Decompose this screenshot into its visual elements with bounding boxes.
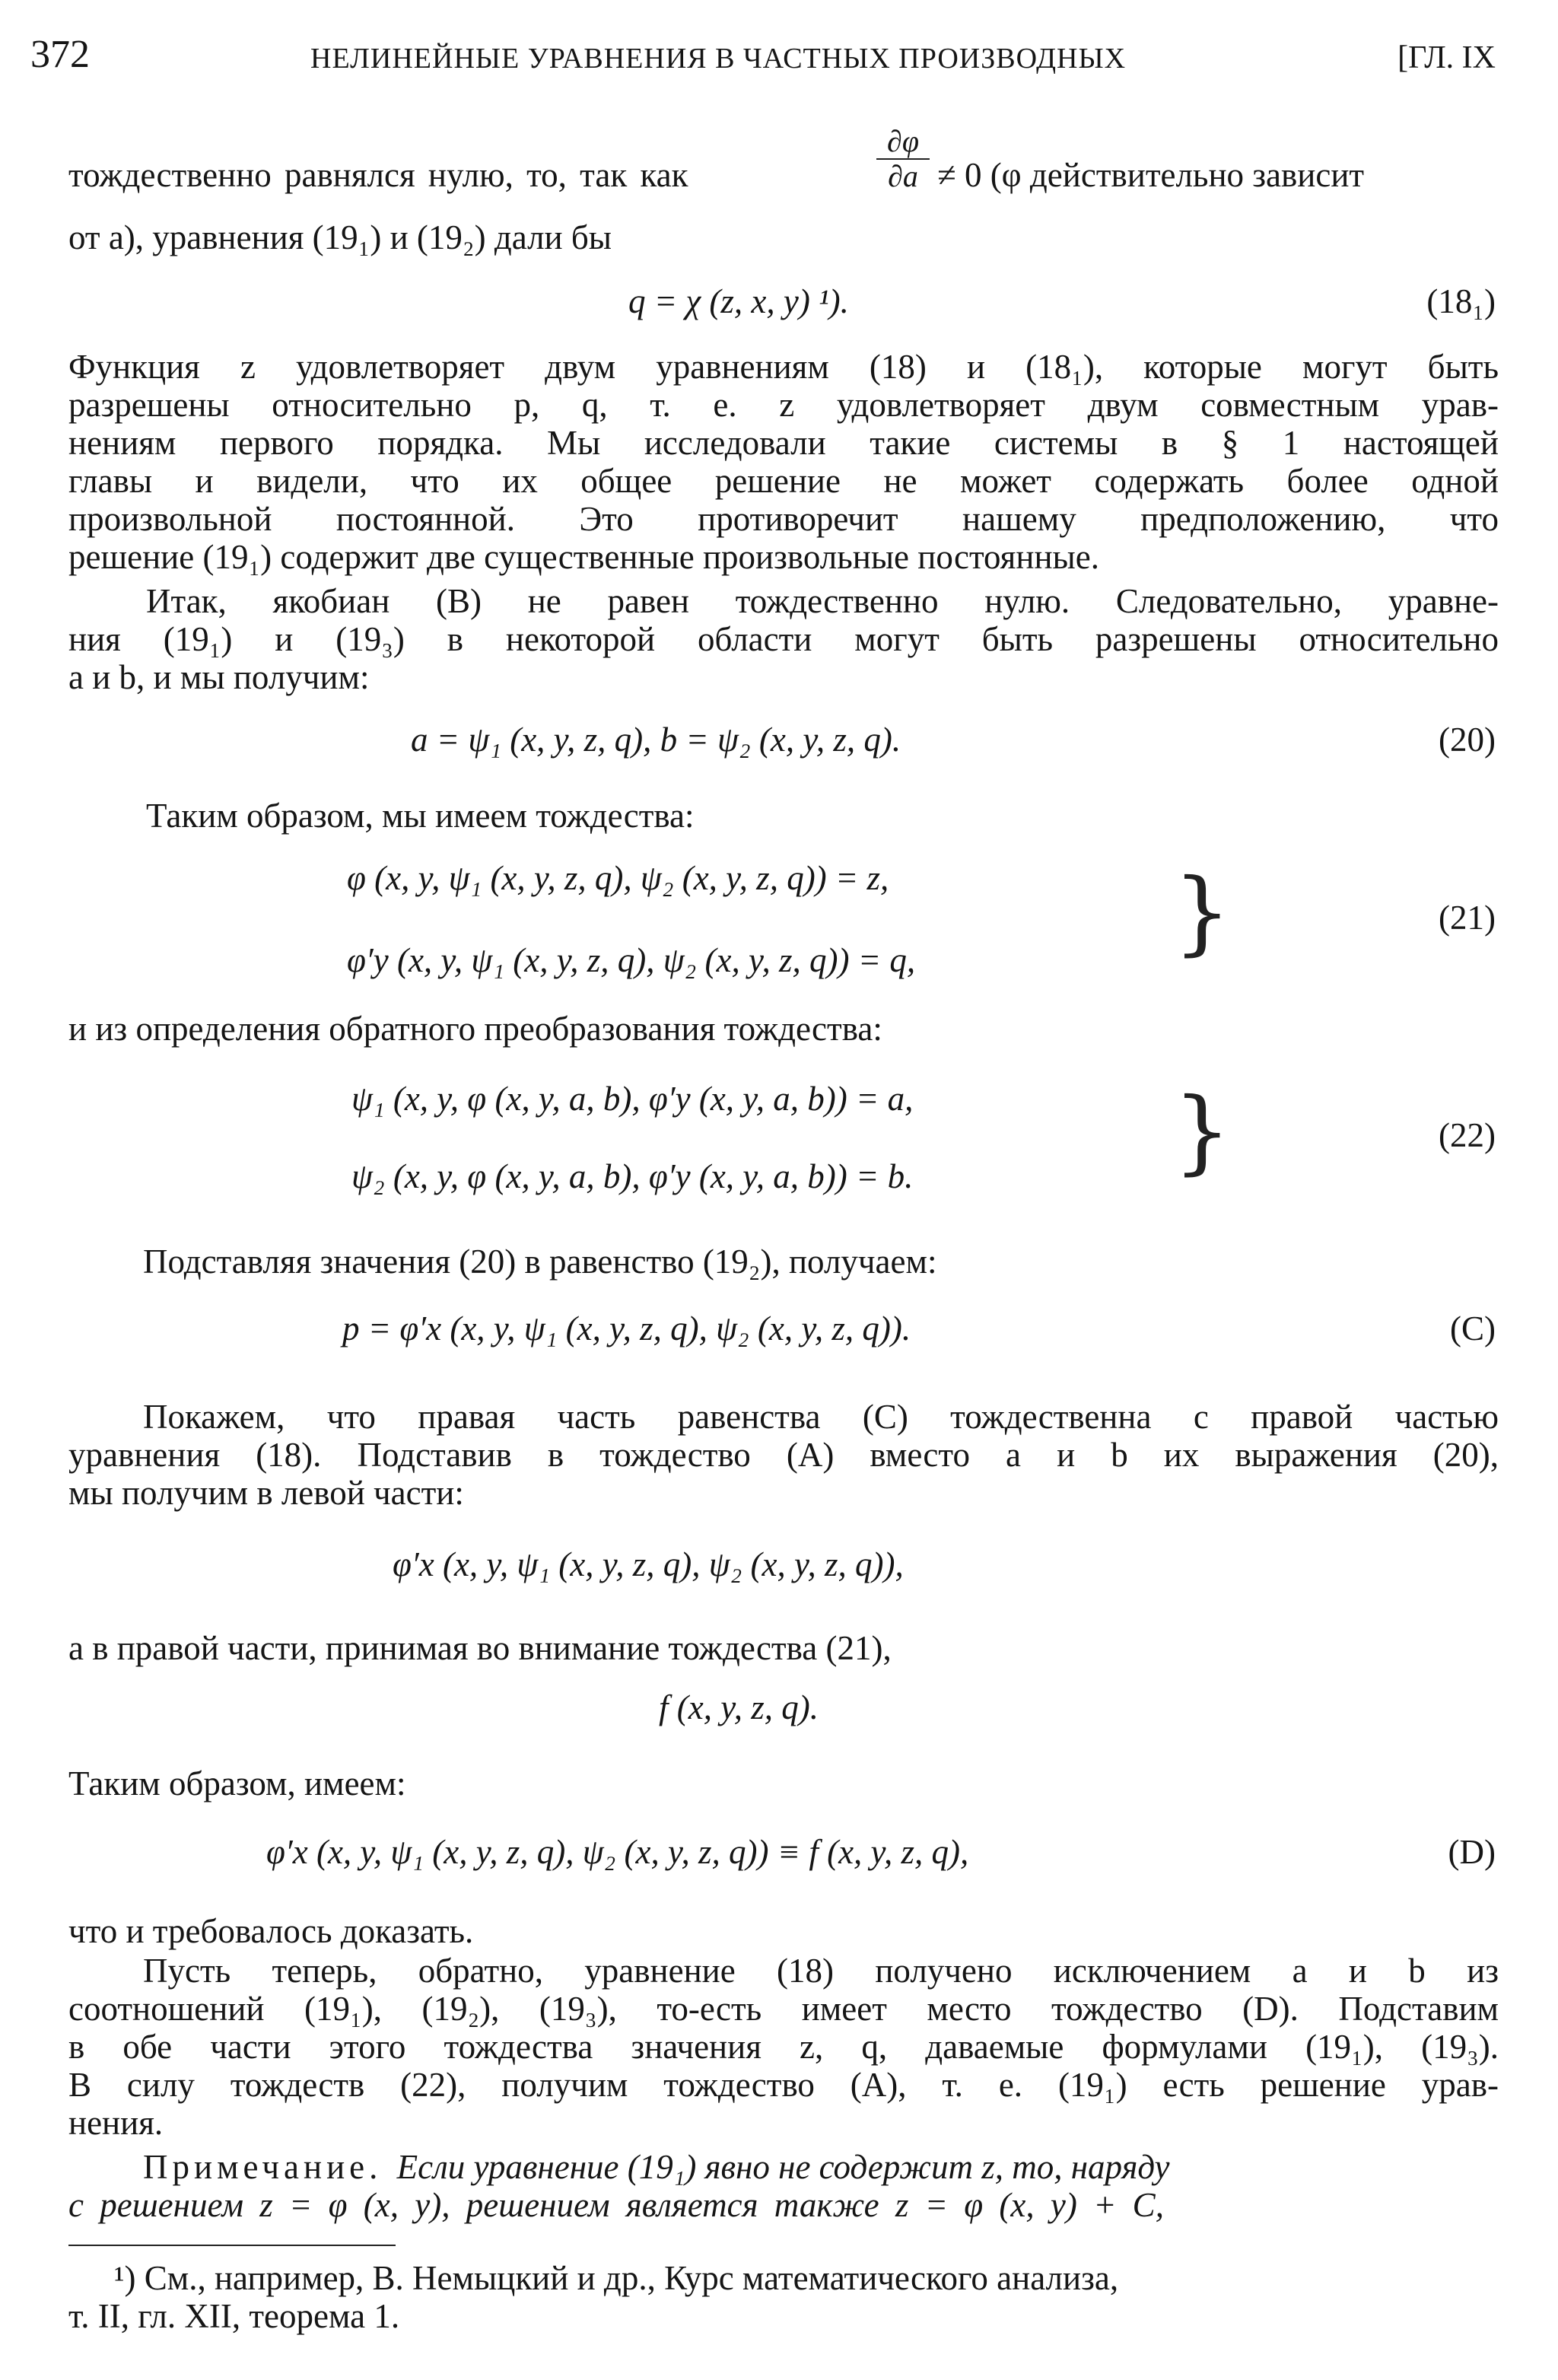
remark-label: Примечание. (143, 2148, 383, 2186)
equation-number: (20) (1439, 721, 1496, 759)
text-line: что и требовалось доказать. (68, 1912, 474, 1950)
equation-number: (21) (1439, 899, 1496, 937)
text-line: Пусть теперь, обратно, уравнение (18) получено исключением a и b из (143, 1952, 1499, 1990)
equation-22-a: ψ₁ (x, y, φ (x, y, a, b), φ′y (x, y, a, b)) = a, (351, 1080, 914, 1118)
equation-21-b: φ′y (x, y, ψ₁ (x, y, z, q), ψ₂ (x, y, z, q)) = q, (347, 941, 916, 979)
partial-derivative-fraction (876, 125, 930, 193)
line-text: ≠ 0 (φ действительно зависит (937, 156, 1365, 194)
text-line: мы получим в левой части: (68, 1474, 464, 1512)
right-brace: } (1173, 860, 1232, 966)
right-brace: } (1173, 1079, 1232, 1185)
chapter-marker: [ГЛ. IX (1397, 40, 1496, 75)
equation-number: (C) (1450, 1309, 1496, 1348)
text-line: уравнения (18). Подставив в тождество (A) вместо a и b их выражения (20), (68, 1436, 1499, 1474)
equation-d: φ′x (x, y, ψ₁ (x, y, z, q), ψ₂ (x, y, z, q)) ≡ f (x, y, z, q), (266, 1833, 969, 1871)
text-line: от a), уравнения (19₁) и (19₂) дали бы (68, 218, 612, 256)
equation-21-a: φ (x, y, ψ₁ (x, y, z, q), ψ₂ (x, y, z, q)) = z, (347, 859, 889, 897)
text-line: Подставляя значения (20) в равенство (19₂), получаем: (143, 1242, 937, 1281)
remark-line (143, 2147, 1499, 2190)
equation-number: (18₁) (1426, 282, 1496, 320)
equation-number: (22) (1439, 1116, 1496, 1154)
text-line: соотношений (19₁), (19₂), (19₃), то-есть имеет место тождество (D). Подставим (68, 1990, 1499, 2028)
text-line: а в правой части, принимая во внимание тождества (21), (68, 1629, 892, 1667)
text-line: решение (19₁) содержит две существенные произвольные постоянные. (68, 538, 1099, 576)
equation-right-part: f (x, y, z, q). (659, 1688, 819, 1726)
text-line: a и b, и мы получим: (68, 658, 370, 696)
equation-18-1: q = χ (z, x, y) ¹). (628, 282, 849, 320)
running-title: НЕЛИНЕЙНЫЕ УРАВНЕНИЯ В ЧАСТНЫХ ПРОИЗВОДНЫХ (310, 43, 1127, 75)
text-line: произвольной постоянной. Это противоречит нашему предположению, что (68, 500, 1499, 538)
footnote-line: ¹) См., например, В. Немыцкий и др., Курс математического анализа, (114, 2259, 1119, 2297)
text-line (68, 124, 1499, 201)
equation-left-part: φ′x (x, y, ψ₁ (x, y, z, q), ψ₂ (x, y, z, q)), (393, 1545, 904, 1583)
text-line: разрешены относительно p, q, т. е. z удовлетворяет двум совместным урав- (68, 386, 1499, 424)
line-text: тождественно равнялся нулю, то, так как (68, 156, 688, 194)
equation-c: p = φ′x (x, y, ψ₁ (x, y, z, q), ψ₂ (x, y, z, q)). (342, 1309, 911, 1348)
text-line: главы и видели, что их общее решение не может содержать более одной (68, 462, 1499, 500)
text-line: Итак, якобиан (B) не равен тождественно нулю. Следовательно, уравне- (146, 582, 1499, 620)
text-line: В силу тождеств (22), получим тождество (A), т. е. (19₁) есть решение урав- (68, 2066, 1499, 2104)
text-line: нения. (68, 2104, 164, 2142)
text-line: Таким образом, мы имеем тождества: (146, 797, 695, 835)
equation-number: (D) (1448, 1833, 1496, 1871)
footnote-line: т. II, гл. XII, теорема 1. (68, 2297, 400, 2335)
remark-text: Если уравнение (19₁) явно не содержит z, то, наряду (396, 2148, 1170, 2186)
text-line: Таким образом, имеем: (68, 1764, 406, 1803)
fraction-denominator: ∂a (888, 159, 918, 193)
text-line: Функция z удовлетворяет двум уравнениям (18) и (18₁), которые могут быть (68, 348, 1499, 386)
text-line: нениям первого порядка. Мы исследовали такие системы в § 1 настоящей (68, 424, 1499, 462)
page-number: 372 (30, 33, 90, 76)
footnote-rule (68, 2245, 396, 2246)
equation-22-b: ψ₂ (x, y, φ (x, y, a, b), φ′y (x, y, a, b)) = b. (351, 1157, 914, 1195)
text-line: в обе части этого тождества значения z, q, даваемые формулами (19₁), (19₃). (68, 2028, 1499, 2066)
text-line: и из определения обратного преобразования тождества: (68, 1010, 882, 1048)
equation-20: a = ψ₁ (x, y, z, q), b = ψ₂ (x, y, z, q). (411, 721, 901, 759)
text-line: Покажем, что правая часть равенства (C) тождественна с правой частью (143, 1398, 1499, 1436)
remark-continuation: с решением z = φ (x, y), решением является также z = φ (x, y) + C, (68, 2186, 1164, 2224)
fraction-numerator: ∂φ (876, 125, 930, 160)
text-line: ния (19₁) и (19₃) в некоторой области могут быть разрешены относительно (68, 620, 1499, 658)
